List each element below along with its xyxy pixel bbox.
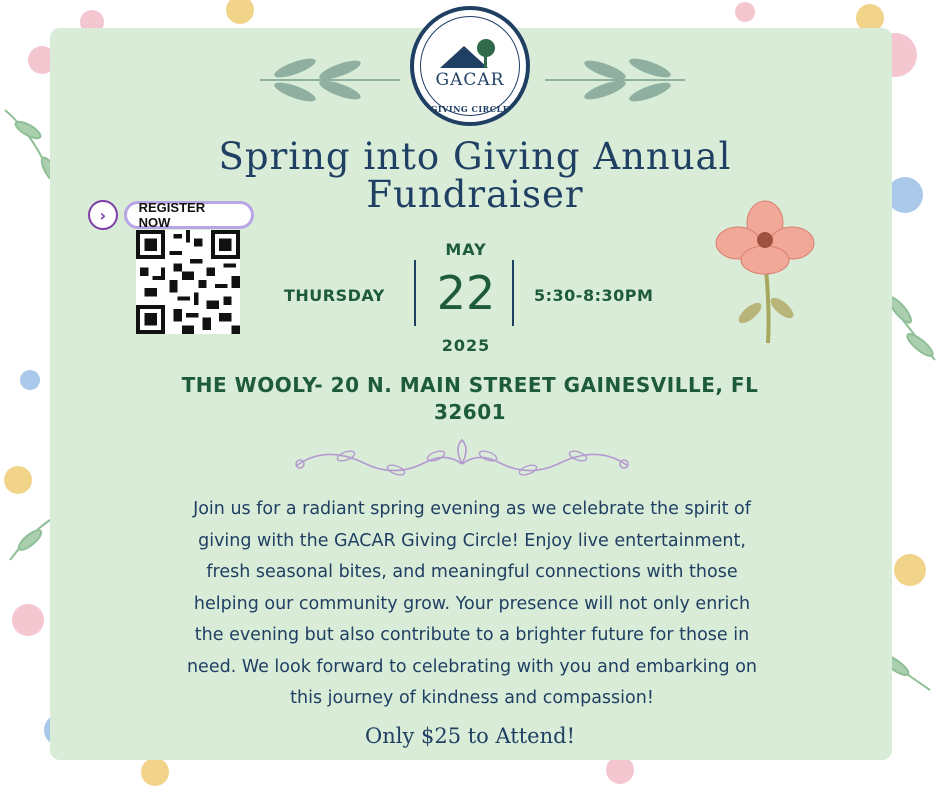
leaf-branch-icon <box>255 50 405 110</box>
house-tree-icon <box>438 36 502 70</box>
register-now-label: REGISTER NOW <box>124 201 254 229</box>
qr-code-icon[interactable] <box>136 230 240 334</box>
description-line: Join us for a radiant spring evening as we celebrate the spirit of <box>193 499 751 519</box>
ticket-price: Only $25 to Attend! <box>364 724 576 748</box>
title-line-2: Fundraiser <box>366 173 584 216</box>
event-year: 2025 <box>441 336 491 355</box>
event-month: MAY <box>445 240 487 259</box>
flower-icon <box>710 198 820 348</box>
description-line: giving with the GACAR Giving Circle! Enjoy live entertainment, <box>198 530 746 551</box>
description-line: the evening but also contribute to a brighter future for those in <box>194 625 750 645</box>
flourish-divider-icon <box>286 434 638 490</box>
logo-name: GACAR <box>435 70 505 90</box>
register-now-button[interactable] <box>88 200 254 230</box>
description-line: helping our community grow. Your presence will not only enrich <box>193 593 751 614</box>
description-line: this journey of kindness and compassion! <box>290 688 654 708</box>
venue-line-1: THE WOOLY- 20 N. MAIN STREET GAINESVILLE, FL <box>181 373 759 397</box>
logo-subtitle: GIVING CIRCLE <box>430 104 510 114</box>
event-venue <box>130 372 810 426</box>
chevron-right-icon: › <box>88 200 118 230</box>
event-description <box>120 494 824 715</box>
title-line-1: Spring into Giving Annual <box>218 135 732 178</box>
day-of-week: THURSDAY <box>284 286 385 305</box>
description-line: fresh seasonal bites, and meaningful connections with those <box>206 562 738 582</box>
description-line: need. We look forward to celebrating with you and embarking on <box>186 656 758 677</box>
leaf-branch-icon <box>540 50 690 110</box>
content-panel <box>50 28 892 760</box>
event-day: 22 <box>436 266 496 320</box>
venue-line-2: 32601 <box>433 400 507 424</box>
event-time: 5:30-8:30PM <box>534 286 654 305</box>
gacar-logo <box>410 6 530 126</box>
date-divider-right <box>512 260 514 326</box>
